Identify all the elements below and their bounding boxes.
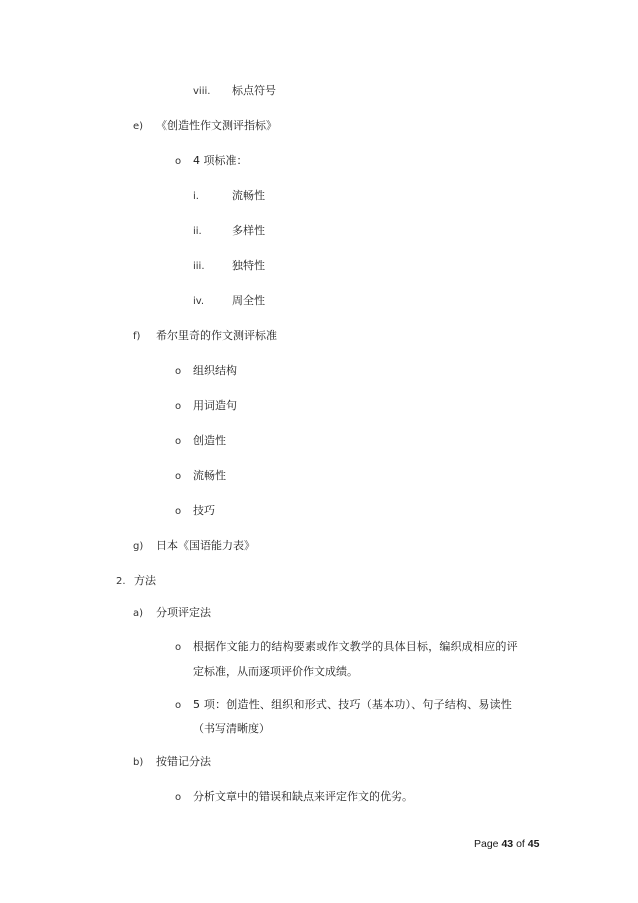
- list-marker: iii.: [193, 261, 205, 272]
- page-total: 45: [527, 838, 540, 850]
- page-of-label: of: [516, 838, 525, 850]
- list-item-text: 周全性: [232, 294, 265, 307]
- list-marker: o: [175, 792, 182, 803]
- list-marker: g): [133, 541, 144, 552]
- list-item-text: 方法: [134, 574, 156, 587]
- list-item-text: 标点符号: [232, 84, 276, 97]
- list-item-continuation: 定标准，从而逐项评价作文成绩。: [193, 665, 358, 678]
- list-marker: o: [175, 642, 182, 653]
- list-marker: o: [175, 506, 182, 517]
- list-marker: o: [175, 436, 182, 447]
- page-number: 43: [501, 838, 514, 850]
- list-item-text: 按错记分法: [156, 755, 211, 768]
- list-marker: i.: [193, 191, 199, 202]
- list-marker: viii.: [193, 86, 211, 97]
- list-item-continuation: （书写清晰度）: [193, 722, 270, 735]
- page-label: Page: [474, 838, 499, 850]
- list-item-text: 技巧: [193, 504, 215, 517]
- list-item-text: 《创造性作文测评指标》: [156, 119, 277, 132]
- list-marker: iv.: [193, 296, 205, 307]
- list-item-text: 创造性: [193, 434, 226, 447]
- list-marker: a): [133, 608, 144, 619]
- list-item-text: 多样性: [232, 224, 265, 237]
- list-item-text: 组织结构: [193, 364, 237, 377]
- list-marker: f): [133, 331, 141, 342]
- list-item-text: 分析文章中的错误和缺点来评定作文的优劣。: [193, 790, 413, 803]
- list-item-text: 5 项：创造性、组织和形式、技巧（基本功）、句子结构、易读性: [193, 698, 512, 711]
- page-footer: [474, 838, 539, 850]
- list-item-text: 4 项标准：: [193, 154, 248, 167]
- list-item-text: 分项评定法: [156, 606, 211, 619]
- list-marker: o: [175, 401, 182, 412]
- list-marker: b): [133, 757, 144, 768]
- list-marker: o: [175, 471, 182, 482]
- list-marker: o: [175, 366, 182, 377]
- list-marker: ii.: [193, 226, 202, 237]
- list-item-text: 日本《国语能力表》: [156, 539, 255, 552]
- list-marker: o: [175, 156, 182, 167]
- list-item-text: 独特性: [232, 259, 265, 272]
- list-marker: e): [133, 121, 144, 132]
- list-marker: o: [175, 700, 182, 711]
- list-item-text: 希尔里奇的作文测评标准: [156, 329, 277, 342]
- list-item-text: 用词造句: [193, 399, 237, 412]
- list-item-text: 流畅性: [193, 469, 226, 482]
- list-item-text: 根据作文能力的结构要素或作文教学的具体目标，编织成相应的评: [193, 640, 518, 653]
- list-marker: 2.: [116, 576, 126, 587]
- list-item-text: 流畅性: [232, 189, 265, 202]
